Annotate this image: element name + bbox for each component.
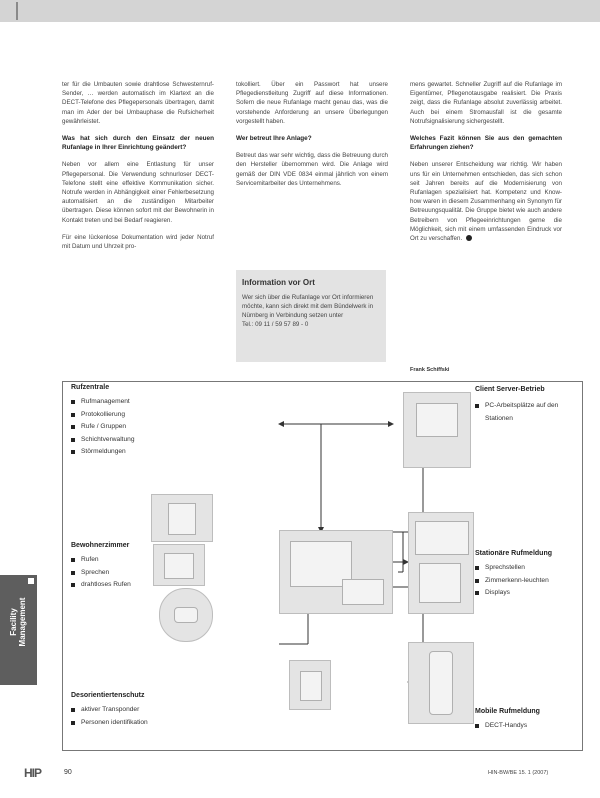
question-heading: Welches Fazit können Sie aus den gemachten Erfahrungen ziehen?: [410, 135, 562, 152]
header-bar: [0, 0, 600, 22]
footer-citation: HIN-BW/BE 15. 1 (2007): [488, 770, 549, 776]
section-label: Facility Management: [9, 597, 27, 647]
list-item: drahtloses Rufen: [71, 579, 131, 592]
info-box: [236, 270, 386, 362]
list-item: Störmeldungen: [71, 446, 135, 459]
list-item: Protokollierung: [71, 409, 135, 422]
rufzentrale-list: [71, 396, 135, 459]
pc-workstation-image: [403, 392, 471, 468]
dect-handset-image: [408, 642, 474, 724]
system-diagram: [62, 381, 583, 751]
info-box-text: Wer sich über die Rufanlage vor Ort informieren möchte, kann sich direkt mit dem Bündelwerk in Nürnberg in Verbindung setzen unter Tel.: 09 11 / 59 57 89 - 0: [242, 294, 374, 328]
list-item: Schichtverwaltung: [71, 434, 135, 447]
author-name: Frank Schiffski: [410, 367, 450, 373]
end-mark-icon: [466, 235, 472, 241]
footer-logo: HIP: [24, 766, 42, 780]
call-button-image: [153, 544, 205, 586]
list-item: Sprechstellen: [475, 562, 549, 575]
transponder-image: [289, 660, 331, 710]
paragraph: ter für die Umbauten sowie drahtlose Schwesternruf-Sender, … werden automatisch im Klartext an die DECT-Telefone des Pflegepersonals übertragen, damit man im Ader der bei Umbauphase die Rufsicherheit gewährleistet.: [62, 81, 214, 125]
client-list: [475, 400, 575, 425]
handheld-caller-image: [159, 588, 213, 642]
paragraph: tokolliert. Über ein Passwort hat unsere Pflegedienstleitung Zugriff auf diese Informationen. Sofern die neue Rufanlage macht genau das, was die vorstehende Anforderung an unsere Überlegungen vorgestellt haben.: [236, 81, 388, 125]
header-marker: [16, 2, 18, 20]
mobil-title: Mobile Rufmeldung: [475, 708, 540, 715]
desorientiert-title: Desorientiertenschutz: [71, 692, 145, 699]
stationaer-title: Stationäre Rufmeldung: [475, 550, 553, 557]
stationaer-list: [475, 562, 549, 600]
list-item: Displays: [475, 587, 549, 600]
page-number: 90: [64, 769, 72, 776]
question-heading: Was hat sich durch den Einsatz der neuen Rufanlage in Ihrer Einrichtung geändert?: [62, 135, 214, 152]
text-column-3: [410, 80, 562, 251]
list-item: aktiver Transponder: [71, 704, 148, 717]
list-item: PC-Arbeitsplätze auf den Stationen: [475, 400, 575, 425]
info-box-phone: Tel.: 09 11 / 59 57 89 - 0: [242, 321, 309, 328]
text-column-1: [62, 80, 214, 259]
bewohnerzimmer-title: Bewohnerzimmer: [71, 542, 130, 549]
paragraph: mens gewartet. Schneller Zugriff auf die Rufanlage im Eigentümer, Pflegenotausgabe realisiert. Die Praxis zeigt, dass die Rufanlage absolut zuverlässig arbeitet. Auch bei einem Stromausfall ist die gesamte Notrufsignalisierung sichergestellt.: [410, 81, 562, 125]
section-marker-icon: [28, 578, 34, 584]
wall-panel-image: [151, 494, 213, 542]
rufzentrale-title: Rufzentrale: [71, 384, 110, 391]
central-server-image: [279, 530, 393, 614]
text-column-2: [236, 80, 388, 196]
question-heading: Wer betreut Ihre Anlage?: [236, 135, 312, 143]
list-item: Rufmanagement: [71, 396, 135, 409]
bewohnerzimmer-list: [71, 554, 131, 592]
list-item: Sprechen: [71, 567, 131, 580]
section-side-tab: [0, 575, 37, 685]
list-item: Rufe / Gruppen: [71, 421, 135, 434]
paragraph: Neben unserer Entscheidung war richtig. Wir haben uns für ein Unternehmen entschieden, das sich schon seit Jahren bereits auf die Modernisierung von Rufanlagen spezialisiert hat. Kompetenz und Know-how waren in diesem Zusammenhang ein Synonym für Betreuungsqualität. Die Gruppe bietet wie auch andere Betreibern von Pflegeeinrichtungen gerne die Möglichkeit, sich mit einem umfassenden Eindruck vor Ort zu verschaffen.: [410, 161, 562, 243]
info-box-title: Information vor Ort: [242, 278, 315, 287]
paragraph: Betreut das war sehr wichtig, dass die Betreuung durch den Hersteller übernommen wird. Die Anlage wird gemäß der DIN VDE 0834 einmal jährlich von einem Servicemitarbeiter des Unternehmens.: [236, 152, 388, 187]
paragraph: Für eine lückenlose Dokumentation wird jeder Notruf mit Datum und Uhrzeit pro-: [62, 233, 214, 251]
paragraph: Neben vor allem eine Entlastung für unser Pflegepersonal. Die Verwendung schnurloser DECT-Telefone stellt eine effektive Kommunikation sicher. Notrufe werden in Abhängigkeit einer Fehlerbesetzung automatisiert an die zuständigen Mitarbeiter übertragen. Diese können sofort mit der Bewohnerin in Kontakt treten und bei Bedarf reagieren.: [62, 161, 214, 224]
list-item: DECT-Handys: [475, 720, 527, 733]
client-title: Client Server-Betrieb: [475, 386, 545, 393]
desorientiert-list: [71, 704, 148, 729]
list-item: Rufen: [71, 554, 131, 567]
list-item: Zimmerkenn-leuchten: [475, 575, 549, 588]
mobil-list: [475, 720, 527, 733]
intercom-devices-image: [408, 512, 474, 614]
list-item: Personen identifikation: [71, 717, 148, 730]
